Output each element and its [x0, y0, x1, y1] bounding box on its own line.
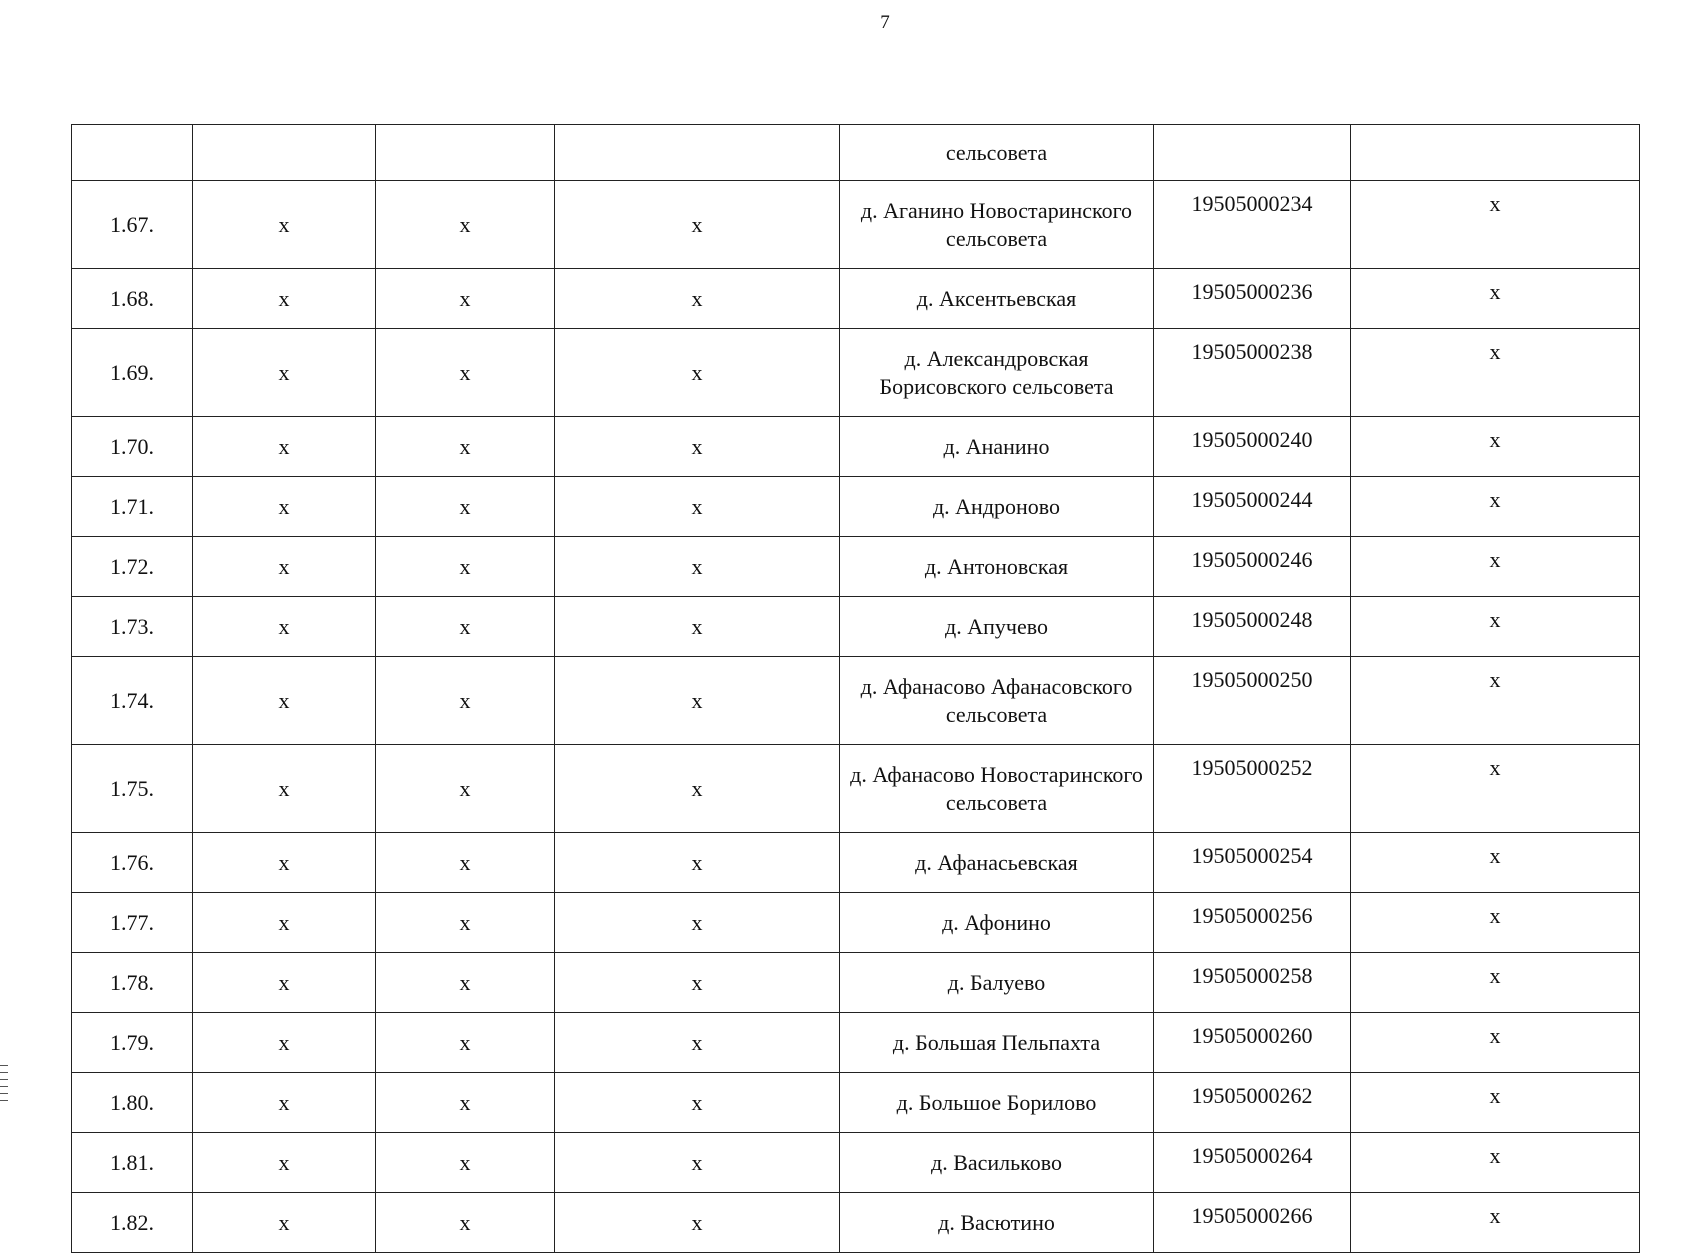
table-cell: [376, 125, 555, 181]
settlement-name-cell: д. Афанасово Новостаринского сельсовета: [840, 745, 1154, 833]
table-row: [72, 477, 1640, 537]
x-mark-cell: х: [555, 1133, 840, 1193]
x-mark-cell: х: [193, 1073, 376, 1133]
x-mark-cell: х: [555, 893, 840, 953]
x-mark-cell: х: [376, 833, 555, 893]
x-mark-cell: х: [555, 1013, 840, 1073]
table-row: [72, 1013, 1640, 1073]
x-mark-cell: х: [1351, 1133, 1640, 1193]
oktmo-code-cell: 19505000244: [1154, 477, 1351, 537]
settlement-name-cell: д. Большое Борилово: [840, 1073, 1154, 1133]
continuation-row: [72, 125, 1640, 181]
settlement-name-cell: д. Афанасово Афанасовского сельсовета: [840, 657, 1154, 745]
row-number-cell: 1.72.: [72, 537, 193, 597]
row-number-cell: 1.68.: [72, 269, 193, 329]
x-mark-cell: х: [193, 1133, 376, 1193]
table-cell: [193, 125, 376, 181]
x-mark-cell: х: [376, 181, 555, 269]
x-mark-cell: х: [555, 1073, 840, 1133]
row-number-cell: 1.71.: [72, 477, 193, 537]
page-number: 7: [880, 12, 890, 33]
x-mark-cell: х: [1351, 597, 1640, 657]
row-number-cell: 1.80.: [72, 1073, 193, 1133]
x-mark-cell: х: [1351, 329, 1640, 417]
settlement-name-cell: д. Александровская Борисовского сельсовета: [840, 329, 1154, 417]
x-mark-cell: х: [376, 477, 555, 537]
oktmo-code-cell: 19505000246: [1154, 537, 1351, 597]
x-mark-cell: х: [376, 1013, 555, 1073]
table-row: [72, 953, 1640, 1013]
settlement-name-cell: сельсовета: [840, 125, 1154, 181]
x-mark-cell: х: [193, 657, 376, 745]
x-mark-cell: х: [555, 953, 840, 1013]
x-mark-cell: х: [376, 417, 555, 477]
settlement-name-cell: д. Аксентьевская: [840, 269, 1154, 329]
table-row: [72, 1133, 1640, 1193]
table-row: [72, 1193, 1640, 1253]
settlement-name-cell: д. Апучево: [840, 597, 1154, 657]
x-mark-cell: х: [376, 745, 555, 833]
oktmo-code-cell: 19505000266: [1154, 1193, 1351, 1253]
row-number-cell: 1.70.: [72, 417, 193, 477]
x-mark-cell: х: [1351, 833, 1640, 893]
x-mark-cell: х: [1351, 1193, 1640, 1253]
settlement-name-cell: д. Антоновская: [840, 537, 1154, 597]
x-mark-cell: х: [193, 745, 376, 833]
row-number-cell: 1.82.: [72, 1193, 193, 1253]
row-number-cell: 1.74.: [72, 657, 193, 745]
x-mark-cell: х: [193, 953, 376, 1013]
x-mark-cell: х: [1351, 181, 1640, 269]
margin-mark: [0, 1086, 8, 1087]
x-mark-cell: х: [193, 597, 376, 657]
settlement-name-cell: д. Балуево: [840, 953, 1154, 1013]
x-mark-cell: х: [1351, 893, 1640, 953]
settlement-name-cell: д. Большая Пельпахта: [840, 1013, 1154, 1073]
table-row: [72, 1073, 1640, 1133]
x-mark-cell: х: [1351, 269, 1640, 329]
table-row: [72, 833, 1640, 893]
x-mark-cell: х: [555, 833, 840, 893]
settlement-name-cell: д. Васильково: [840, 1133, 1154, 1193]
x-mark-cell: х: [1351, 1013, 1640, 1073]
table-row: [72, 181, 1640, 269]
oktmo-code-cell: 19505000262: [1154, 1073, 1351, 1133]
table-row: [72, 745, 1640, 833]
x-mark-cell: х: [193, 269, 376, 329]
settlements-table: [71, 124, 1640, 1253]
settlement-name-cell: д. Андроново: [840, 477, 1154, 537]
x-mark-cell: х: [555, 329, 840, 417]
oktmo-code-cell: 19505000264: [1154, 1133, 1351, 1193]
oktmo-code-cell: 19505000236: [1154, 269, 1351, 329]
x-mark-cell: х: [1351, 657, 1640, 745]
oktmo-code-cell: 19505000254: [1154, 833, 1351, 893]
row-number-cell: 1.67.: [72, 181, 193, 269]
row-number-cell: 1.75.: [72, 745, 193, 833]
settlement-name-cell: д. Ананино: [840, 417, 1154, 477]
settlement-name-cell: д. Афанасьевская: [840, 833, 1154, 893]
x-mark-cell: х: [555, 537, 840, 597]
table-cell: [1351, 125, 1640, 181]
row-number-cell: 1.81.: [72, 1133, 193, 1193]
oktmo-code-cell: 19505000240: [1154, 417, 1351, 477]
oktmo-code-cell: 19505000260: [1154, 1013, 1351, 1073]
x-mark-cell: х: [555, 181, 840, 269]
x-mark-cell: х: [193, 477, 376, 537]
x-mark-cell: х: [376, 893, 555, 953]
table-cell: [1154, 125, 1351, 181]
row-number-cell: 1.77.: [72, 893, 193, 953]
table-row: [72, 329, 1640, 417]
margin-mark: [0, 1093, 8, 1094]
row-number-cell: 1.73.: [72, 597, 193, 657]
x-mark-cell: х: [193, 181, 376, 269]
settlement-name-cell: д. Васютино: [840, 1193, 1154, 1253]
settlement-name-cell: д. Аганино Новостаринского сельсовета: [840, 181, 1154, 269]
x-mark-cell: х: [376, 537, 555, 597]
table-row: [72, 417, 1640, 477]
table-cell: [72, 125, 193, 181]
x-mark-cell: х: [193, 833, 376, 893]
table-row: [72, 597, 1640, 657]
x-mark-cell: х: [555, 745, 840, 833]
x-mark-cell: х: [376, 597, 555, 657]
x-mark-cell: х: [1351, 1073, 1640, 1133]
table-row: [72, 893, 1640, 953]
oktmo-code-cell: 19505000238: [1154, 329, 1351, 417]
x-mark-cell: х: [193, 329, 376, 417]
x-mark-cell: х: [1351, 953, 1640, 1013]
x-mark-cell: х: [376, 1193, 555, 1253]
x-mark-cell: х: [555, 657, 840, 745]
table-body: [72, 125, 1640, 1253]
table-row: [72, 537, 1640, 597]
x-mark-cell: х: [193, 893, 376, 953]
x-mark-cell: х: [376, 269, 555, 329]
x-mark-cell: х: [1351, 477, 1640, 537]
x-mark-cell: х: [193, 537, 376, 597]
x-mark-cell: х: [193, 417, 376, 477]
x-mark-cell: х: [1351, 537, 1640, 597]
margin-mark: [0, 1072, 8, 1073]
x-mark-cell: х: [193, 1193, 376, 1253]
oktmo-code-cell: 19505000252: [1154, 745, 1351, 833]
oktmo-code-cell: 19505000248: [1154, 597, 1351, 657]
row-number-cell: 1.69.: [72, 329, 193, 417]
row-number-cell: 1.78.: [72, 953, 193, 1013]
x-mark-cell: х: [376, 657, 555, 745]
x-mark-cell: х: [555, 1193, 840, 1253]
settlement-name-cell: д. Афонино: [840, 893, 1154, 953]
row-number-cell: 1.76.: [72, 833, 193, 893]
margin-mark: [0, 1079, 8, 1080]
oktmo-code-cell: 19505000250: [1154, 657, 1351, 745]
x-mark-cell: х: [193, 1013, 376, 1073]
x-mark-cell: х: [555, 269, 840, 329]
row-number-cell: 1.79.: [72, 1013, 193, 1073]
oktmo-code-cell: 19505000234: [1154, 181, 1351, 269]
x-mark-cell: х: [376, 329, 555, 417]
x-mark-cell: х: [376, 1073, 555, 1133]
x-mark-cell: х: [376, 953, 555, 1013]
table-cell: [555, 125, 840, 181]
x-mark-cell: х: [376, 1133, 555, 1193]
x-mark-cell: х: [555, 597, 840, 657]
x-mark-cell: х: [1351, 745, 1640, 833]
oktmo-code-cell: 19505000256: [1154, 893, 1351, 953]
x-mark-cell: х: [555, 417, 840, 477]
table-row: [72, 269, 1640, 329]
x-mark-cell: х: [1351, 417, 1640, 477]
oktmo-code-cell: 19505000258: [1154, 953, 1351, 1013]
table-row: [72, 657, 1640, 745]
margin-mark: [0, 1065, 8, 1066]
x-mark-cell: х: [555, 477, 840, 537]
margin-mark: [0, 1100, 8, 1101]
